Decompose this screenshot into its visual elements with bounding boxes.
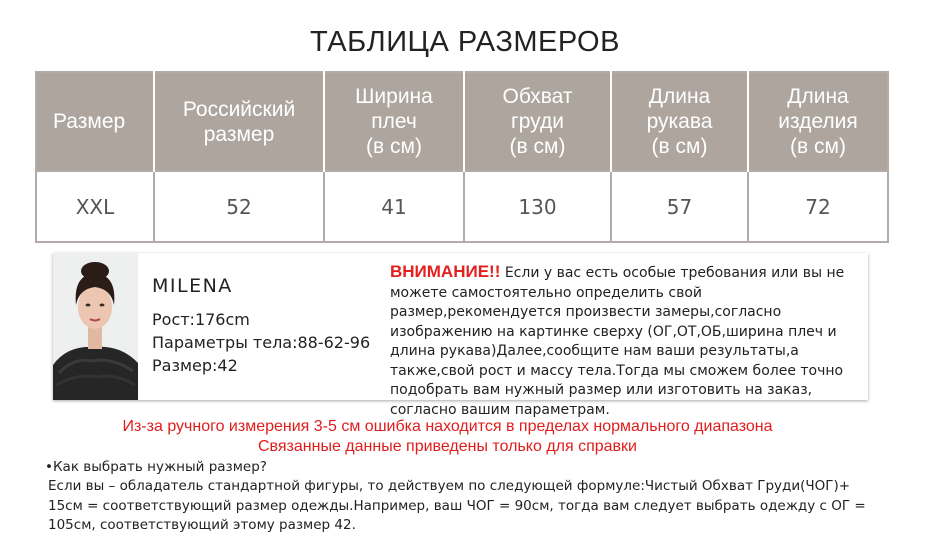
header-item-length: Длина изделия (в см): [748, 72, 888, 171]
size-guide-question: •Как выбрать нужный размер?: [45, 459, 267, 475]
cell-russian-size: 52: [154, 171, 324, 242]
header-shoulder-width: Ширина плеч (в см): [324, 72, 464, 171]
reference-only-note: Связанные данные приведены только для справки: [258, 438, 637, 455]
header-chest: Обхват груди (в см): [464, 72, 611, 171]
model-name: MILENA: [152, 275, 233, 297]
header-sleeve-length: Длина рукава (в см): [611, 72, 748, 171]
attention-text: Если у вас есть особые требования или вы не можете самостоятельно определить свой размер,рекомендуется произвести замеры,согласно изображению на картинке сверху (ОГ,ОТ,ОБ,ширина плеч и длина рукава)Далее,сообщите нам ваши результаты,а также,свой рост и массу тела.Тогда мы сможем более точно подобрать вам нужный размер или изготовить на заказ, согласно вашим параметрам.: [390, 265, 845, 418]
cell-chest: 130: [464, 171, 611, 242]
cell-item-length: 72: [748, 171, 888, 242]
header-russian-size: Российский размер: [154, 72, 324, 171]
attention-notice: [390, 262, 870, 420]
cell-shoulder-width: 41: [324, 171, 464, 242]
measurement-error-note: Из-за ручного измерения 3-5 см ошибка находится в пределах нормального диапазона: [122, 418, 773, 435]
table-row: [36, 171, 888, 242]
header-size: Размер: [36, 72, 154, 171]
model-info-panel: [53, 253, 868, 418]
cell-size: XXL: [36, 171, 154, 242]
cell-sleeve-length: 57: [611, 171, 748, 242]
model-photo: [53, 253, 138, 400]
size-table-header-row: [36, 72, 888, 171]
size-guide-text: [45, 458, 888, 535]
model-portrait-image: [53, 253, 138, 400]
size-table: [35, 71, 889, 243]
model-body-params: Параметры тела:88-62-96: [152, 333, 371, 352]
size-guide-answer: Если вы – обладатель стандартной фигуры, то действуем по следующей формуле:Чистый Обхват Груди(ЧОГ)+ 15см = соответствующий размер одежды.Например, ваш ЧОГ = 90см, тогда вам следует выбрать одежду с ОГ = 105см, соответствующий этому размер 42.: [48, 478, 866, 533]
model-height: Рост:176cm: [152, 310, 250, 329]
attention-label: ВНИМАНИЕ!!: [390, 262, 501, 281]
model-size: Размер:42: [152, 356, 238, 375]
page-title: ТАБЛИЦА РАЗМЕРОВ: [310, 26, 620, 58]
